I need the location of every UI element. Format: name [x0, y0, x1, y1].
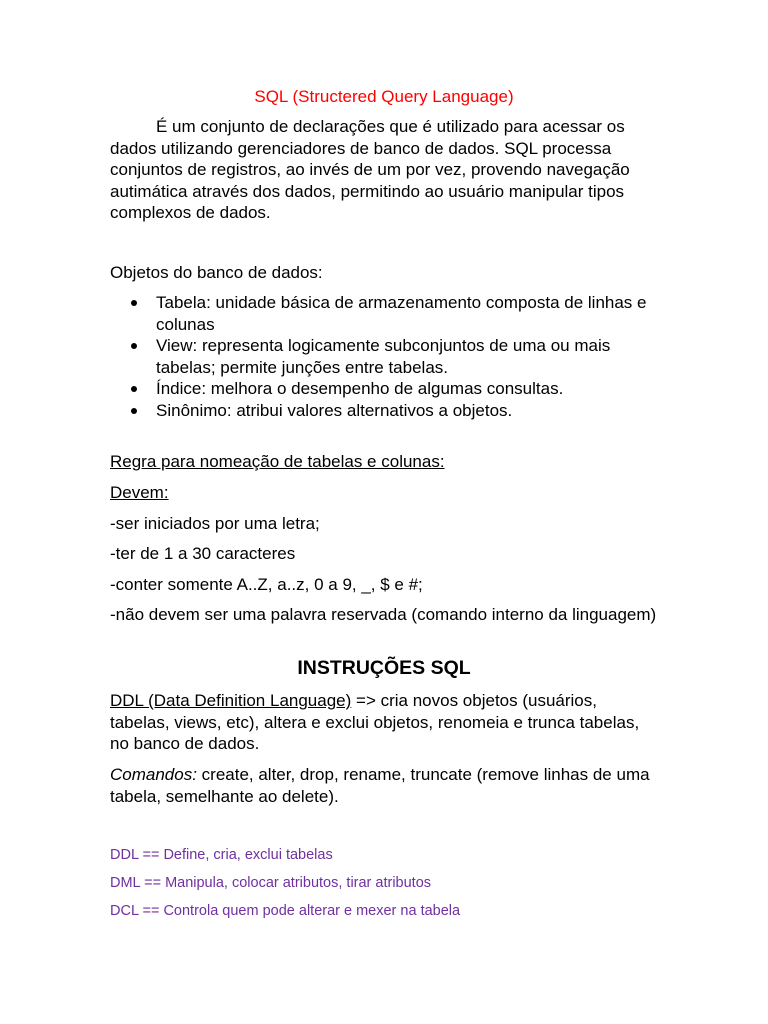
- note-dml: DML == Manipula, colocar atributos, tirar atributos: [110, 875, 432, 891]
- list-item: View: representa logicamente subconjuntos de uma ou mais tabelas; permite junções entre tabelas.: [110, 335, 660, 378]
- ddl-paragraph: [110, 690, 660, 755]
- section-title: INSTRUÇÕES SQL: [297, 657, 471, 679]
- list-item: Sinônimo: atribui valores alternativos a objetos.: [110, 400, 660, 422]
- document-title: SQL (Structered Query Language): [254, 87, 514, 106]
- commands-paragraph: [110, 764, 660, 807]
- note-ddl: DDL == Define, cria, exclui tabelas: [110, 847, 333, 863]
- rules-subheading: Devem:: [110, 483, 169, 502]
- objects-list: [110, 292, 660, 421]
- note-dcl: DCL == Controla quem pode alterar e mexer na tabela: [110, 903, 461, 919]
- objects-heading: Objetos do banco de dados:: [110, 263, 323, 282]
- rules-heading: Regra para nomeação de tabelas e colunas:: [110, 452, 445, 471]
- rule-line: -ser iniciados por uma letra;: [110, 514, 320, 533]
- commands-label: Comandos:: [110, 765, 197, 784]
- rule-line: -ter de 1 a 30 caracteres: [110, 544, 296, 563]
- intro-paragraph: É um conjunto de declarações que é utilizado para acessar os dados utilizando gerenciadores de banco de dados. SQL processa conjuntos de registros, ao invés de um por vez, provendo navegação autimática através dos dados, permitindo ao usuário manipular tipos complexos de dados.: [110, 117, 630, 222]
- rule-line: -não devem ser uma palavra reservada (comando interno da linguagem): [110, 605, 657, 624]
- ddl-term: DDL (Data Definition Language): [110, 691, 352, 710]
- ddl-description: => cria novos objetos (usuários, tabelas, views, etc), altera e exclui objetos, renomeia e trunca tabelas, no banco de dados.: [110, 691, 640, 753]
- list-item: Tabela: unidade básica de armazenamento composta de linhas e colunas: [110, 292, 660, 335]
- rule-line: -conter somente A..Z, a..z, 0 a 9, _, $ e #;: [110, 575, 423, 594]
- list-item: Índice: melhora o desempenho de algumas consultas.: [110, 378, 660, 400]
- commands-description: create, alter, drop, rename, truncate (remove linhas de uma tabela, semelhante ao delete).: [110, 765, 650, 806]
